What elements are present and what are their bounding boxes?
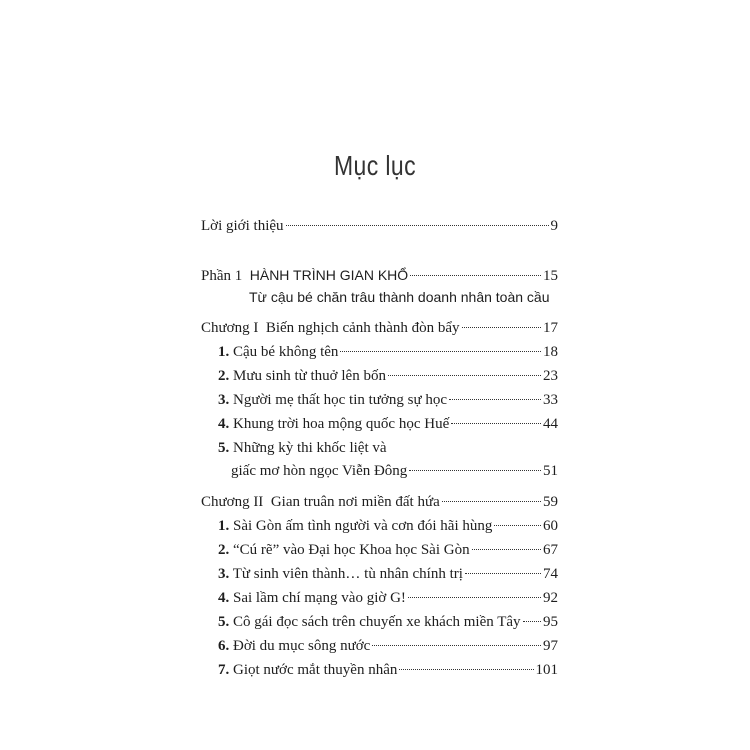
toc-entry-section[interactable] <box>218 342 558 362</box>
section-number: 4. <box>218 590 230 606</box>
dot-leader <box>494 525 541 526</box>
page-number: 59 <box>543 494 558 510</box>
dot-leader <box>462 327 541 328</box>
page-number: 60 <box>543 518 558 534</box>
entry-label <box>218 390 447 410</box>
section-number: 5. <box>218 440 230 456</box>
section-title: Cô gái đọc sách trên chuyến xe khách miền Tây <box>233 614 521 630</box>
section-title: Khung trời hoa mộng quốc học Huế <box>233 416 450 432</box>
page-number: 17 <box>543 320 558 336</box>
part-heading: HÀNH TRÌNH GIAN KHỔ <box>249 267 409 283</box>
toc-title: Mục lục <box>334 150 416 181</box>
section-title: “Cú rẽ” vào Đại học Khoa học Sài Gòn <box>233 542 470 558</box>
section-number: 3. <box>218 392 230 408</box>
section-number: 5. <box>218 614 230 630</box>
dot-leader <box>465 573 541 574</box>
section-number: 1. <box>218 518 230 534</box>
page-number: 97 <box>543 638 558 654</box>
page-number: 67 <box>543 542 558 558</box>
dot-leader <box>442 501 541 502</box>
entry-label <box>218 414 449 434</box>
toc-entry-section[interactable] <box>218 540 558 560</box>
toc-entry-section[interactable] <box>218 588 558 608</box>
dot-leader <box>340 351 541 352</box>
dot-leader <box>451 423 541 424</box>
toc-entry-section[interactable] <box>218 612 558 632</box>
entry-label <box>218 588 406 608</box>
entry-label: Lời giới thiệu <box>201 218 284 234</box>
entry-label <box>218 636 370 656</box>
toc-entry-section[interactable] <box>218 390 558 410</box>
dot-leader <box>410 275 541 276</box>
page-number: 15 <box>543 268 558 284</box>
toc-entry-section-line1[interactable] <box>218 438 387 458</box>
chapter-number: Chương II <box>201 494 264 510</box>
toc-entry-intro[interactable] <box>201 216 558 236</box>
chapter-label <box>201 492 440 512</box>
toc-entry-section[interactable] <box>218 516 558 536</box>
entry-label <box>218 516 492 536</box>
page-number: 101 <box>535 662 558 678</box>
entry-label <box>218 366 386 386</box>
page-number: 74 <box>543 566 558 582</box>
toc-entry-section[interactable] <box>218 660 558 680</box>
dot-leader <box>388 375 541 376</box>
section-title: Sài Gòn ấm tình người và cơn đói hãi hùng <box>233 518 493 534</box>
section-number: 2. <box>218 368 230 384</box>
part-number: Phần 1 <box>201 268 243 284</box>
section-number: 3. <box>218 566 230 582</box>
toc-entry-section[interactable] <box>218 564 558 584</box>
dot-leader <box>523 621 541 622</box>
dot-leader <box>286 225 549 226</box>
section-number: 4. <box>218 416 230 432</box>
section-title: Sai lầm chí mạng vào giờ G! <box>233 590 406 606</box>
toc-entry-part-1[interactable] <box>201 265 558 286</box>
section-title: Giọt nước mắt thuyền nhân <box>233 662 398 678</box>
page-number: 9 <box>550 218 558 234</box>
chapter-label <box>201 318 460 338</box>
dot-leader <box>399 669 533 670</box>
section-number: 1. <box>218 344 230 360</box>
section-title: Mưu sinh từ thuở lên bốn <box>233 368 386 384</box>
toc-entry-chapter-1[interactable] <box>201 318 558 338</box>
chapter-title: Gian truân nơi miền đất hứa <box>270 494 440 510</box>
section-number: 7. <box>218 662 230 678</box>
page-number: 51 <box>543 463 558 479</box>
chapter-number: Chương I <box>201 320 259 336</box>
section-title: giấc mơ hòn ngọc Viễn Đông <box>231 463 408 479</box>
dot-leader <box>408 597 541 598</box>
toc-entry-section[interactable] <box>218 414 558 434</box>
dot-leader <box>449 399 541 400</box>
section-title: Từ sinh viên thành… tù nhân chính trị <box>232 566 463 582</box>
section-title: Đời du mục sông nước <box>233 638 371 654</box>
entry-label <box>218 564 463 584</box>
dot-leader <box>372 645 541 646</box>
entry-label <box>218 540 470 560</box>
toc-entry-section[interactable] <box>218 636 558 656</box>
dot-leader <box>472 549 541 550</box>
page-number: 18 <box>543 344 558 360</box>
chapter-title: Biến nghịch cảnh thành đòn bẩy <box>265 320 460 336</box>
part-label <box>201 265 408 286</box>
toc-entry-chapter-2[interactable] <box>201 492 558 512</box>
page-number: 33 <box>543 392 558 408</box>
section-title: Những kỳ thi khốc liệt và <box>233 440 387 456</box>
toc-entry-section-line2[interactable] <box>231 461 558 481</box>
page-number: 23 <box>543 368 558 384</box>
section-title: Cậu bé không tên <box>233 344 339 360</box>
page-number: 92 <box>543 590 558 606</box>
dot-leader <box>409 470 541 471</box>
part-subtitle: Từ cậu bé chăn trâu thành doanh nhân toàn cầu <box>249 289 550 305</box>
section-number: 6. <box>218 638 230 654</box>
entry-label <box>218 342 338 362</box>
entry-label <box>218 612 521 632</box>
section-title: Người mẹ thất học tin tưởng sự học <box>233 392 447 408</box>
page-number: 95 <box>543 614 558 630</box>
section-number: 2. <box>218 542 230 558</box>
toc-entry-section[interactable] <box>218 366 558 386</box>
entry-label <box>218 660 397 680</box>
page-number: 44 <box>543 416 558 432</box>
